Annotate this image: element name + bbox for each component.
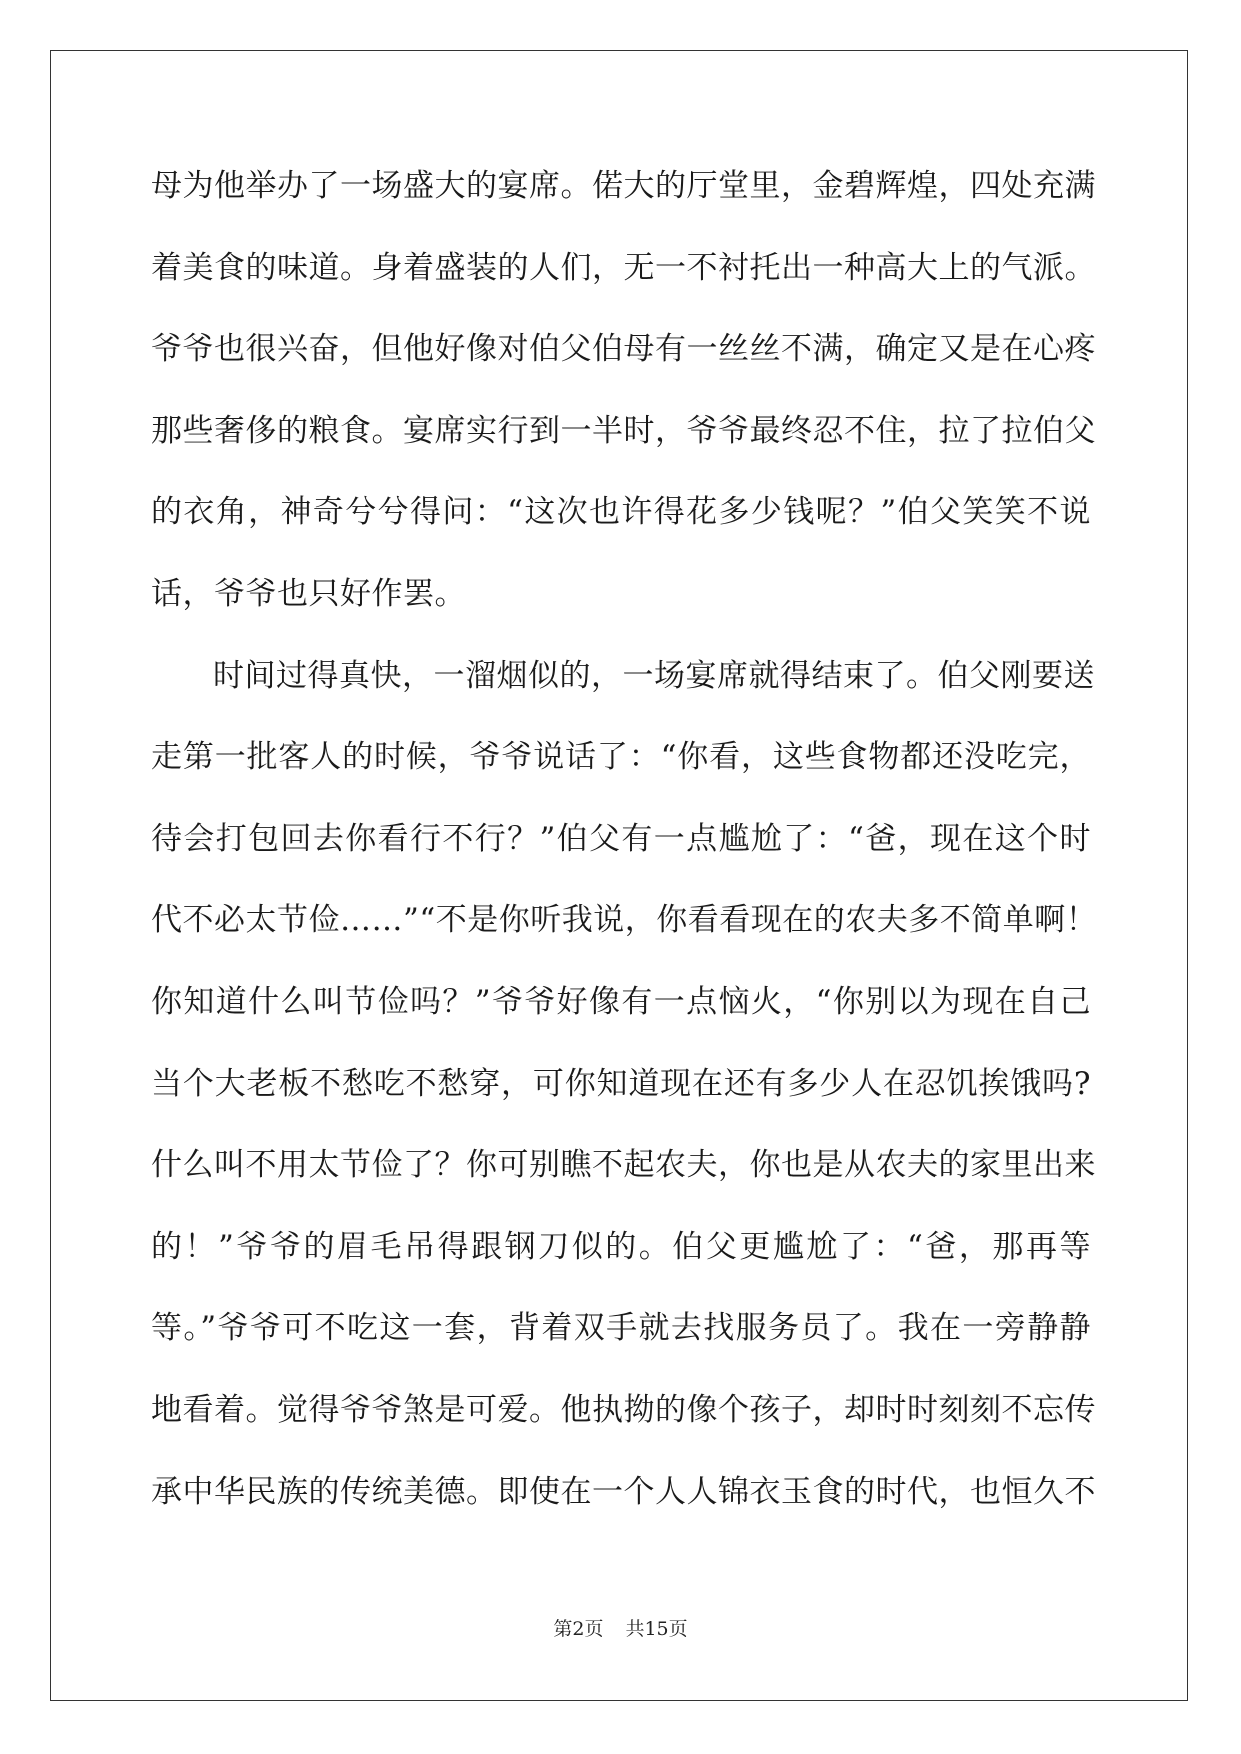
document-body	[151, 160, 1098, 1547]
text-line: 代不必太节俭……”“不是你听我说，你看看现在的农夫多不简单啊！	[151, 902, 1098, 939]
text-line: 待会打包回去你看行不行？”伯父有一点尴尬了：“爸，现在这个时	[151, 820, 1091, 857]
text-line: 什么叫不用太节俭了？你可别瞧不起农夫，你也是从农夫的家里出来	[151, 1147, 1096, 1184]
text-line: 地看着。觉得爷爷煞是可爱。他执拗的像个孩子，却时时刻刻不忘传	[151, 1391, 1096, 1428]
text-line: 着美食的味道。身着盛装的人们，无一不衬托出一种高大上的气派。	[151, 249, 1096, 286]
text-line: 那些奢侈的粮食。宴席实行到一半时，爷爷最终忍不住，拉了拉伯父	[151, 412, 1096, 449]
page-number: 第2页	[553, 1618, 604, 1640]
text-line: 的衣角，神奇兮兮得问：“这次也许得花多少钱呢？”伯父笑笑不说	[151, 494, 1091, 531]
text-line: 话，爷爷也只好作罢。	[151, 575, 466, 612]
page-total: 共15页	[625, 1618, 688, 1640]
text-line: 母为他举办了一场盛大的宴席。偌大的厅堂里，金碧辉煌，四处充满	[151, 168, 1096, 204]
text-line: 爷爷也很兴奋，但他好像对伯父伯母有一丝丝不满，确定又是在心疼	[151, 331, 1096, 368]
text-line: 你知道什么叫节俭吗？”爷爷好像有一点恼火，“你别以为现在自己	[151, 983, 1091, 1020]
text-line: 当个大老板不愁吃不愁穿，可你知道现在还有多少人在忍饥挨饿吗?	[151, 1065, 1091, 1102]
text-line: 时间过得真快，一溜烟似的，一场宴席就得结束了。伯父刚要送	[213, 657, 1095, 694]
text-line: 等。”爷爷可不吃这一套，背着双手就去找服务员了。我在一旁静静	[151, 1310, 1091, 1347]
text-line: 走第一批客人的时候，爷爷说话了：“你看，这些食物都还没吃完，	[151, 739, 1091, 776]
text-line: 承中华民族的传统美德。即使在一个人人锦衣玉食的时代，也恒久不	[151, 1473, 1096, 1510]
page-footer	[0, 1614, 1241, 1641]
text-line: 的！”爷爷的眉毛吊得跟钢刀似的。伯父更尴尬了：“爸，那再等	[151, 1228, 1091, 1265]
